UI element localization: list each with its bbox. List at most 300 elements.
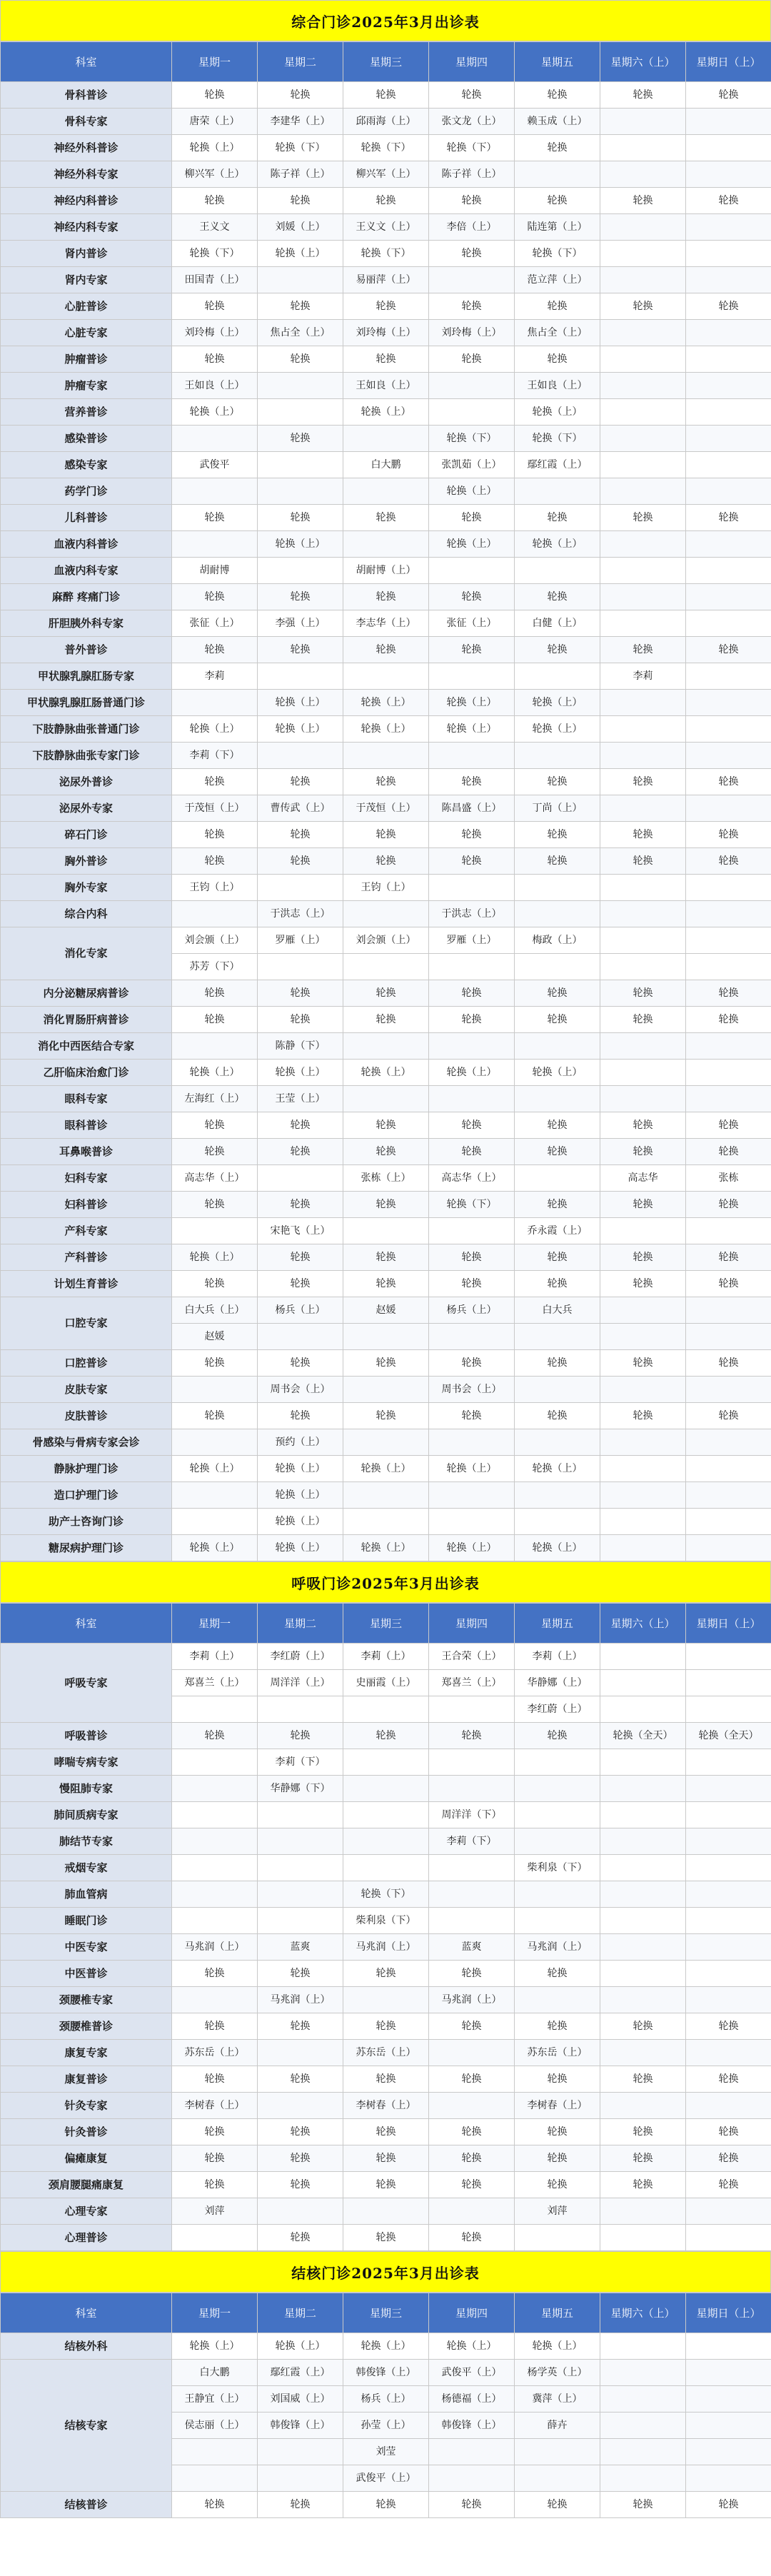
schedule-cell: 白大兵 [515,1297,600,1324]
dept-label: 呼吸专家 [1,1644,172,1723]
schedule-cell [343,1324,429,1350]
table-row [1,1271,771,1297]
schedule-cell [686,1749,771,1776]
schedule-cell: 冀萍（上） [515,2386,600,2413]
schedule-cell [600,346,686,373]
schedule-cell: 轮换 [172,82,258,109]
table-row [1,2093,771,2119]
dept-label: 眼科普诊 [1,1112,172,1139]
schedule-cell: 柳兴军（上） [343,161,429,188]
schedule-cell: 李莉 [172,663,258,690]
dept-label: 康复普诊 [1,2066,172,2093]
schedule-cell [600,1509,686,1535]
schedule-cell [686,426,771,452]
schedule-cell: 轮换 [258,769,343,795]
schedule-cell: 轮换 [172,1007,258,1033]
schedule-cell [172,1776,258,1802]
schedule-cell: 轮换 [172,584,258,610]
schedule-cell: 轮换（上） [515,1456,600,1482]
schedule-cell [515,2465,600,2492]
schedule-cell [258,1828,343,1855]
dept-label: 营养普诊 [1,399,172,426]
schedule-cell [686,373,771,399]
schedule-cell: 李树春（上） [515,2093,600,2119]
schedule-cell: 轮换 [172,293,258,320]
schedule-cell: 轮换 [343,2145,429,2172]
schedule-cell: 武俊平（上） [429,2360,515,2386]
schedule-cell: 轮换 [343,769,429,795]
table-row [1,214,771,241]
schedule-cell: 轮换 [600,2172,686,2198]
dept-label: 颈肩腰腿痛康复 [1,2172,172,2198]
schedule-section [0,2251,771,2518]
schedule-cell [686,161,771,188]
schedule-cell: 轮换（全天） [686,1723,771,1749]
schedule-cell: 轮换 [258,82,343,109]
header-row [1,42,771,82]
schedule-cell [686,267,771,293]
schedule-cell: 轮换 [686,2119,771,2145]
schedule-cell: 轮换 [429,2066,515,2093]
schedule-cell [172,1429,258,1456]
schedule-cell [686,2386,771,2413]
schedule-cell: 轮换 [686,1192,771,1218]
dept-label: 胸外普诊 [1,848,172,875]
schedule-cell: 孙莹（上） [343,2413,429,2439]
schedule-cell: 轮换（上） [258,690,343,716]
schedule-cell: 轮换 [258,822,343,848]
schedule-cell: 轮换（上） [343,1456,429,1482]
schedule-cell: 陈子祥（上） [258,161,343,188]
schedule-cell: 刘玲梅（上） [172,320,258,346]
header-row [1,2293,771,2333]
schedule-cell: 轮换 [686,2066,771,2093]
schedule-cell [686,109,771,135]
table-row [1,188,771,214]
dept-label: 消化中西医结合专家 [1,1033,172,1060]
schedule-cell [515,2225,600,2251]
schedule-cell: 胡耐博 [172,558,258,584]
schedule-cell: 王钧（上） [343,875,429,901]
schedule-cell [258,1802,343,1828]
header-day: 星期二 [258,42,343,82]
schedule-cell [515,1776,600,1802]
schedule-cell: 轮换（上） [172,1456,258,1482]
schedule-cell: 华静娜（上） [515,1670,600,1696]
schedule-cell [172,2225,258,2251]
schedule-cell: 高志华 [600,1165,686,1192]
schedule-cell [600,2333,686,2360]
schedule-cell: 轮换 [429,1244,515,1271]
schedule-cell: 陆连第（上） [515,214,600,241]
dept-label: 肺结节专家 [1,1828,172,1855]
schedule-cell [686,1535,771,1561]
schedule-cell [258,1696,343,1723]
header-day: 星期五 [515,2293,600,2333]
dept-label: 骨科专家 [1,109,172,135]
schedule-cell: 轮换 [600,1403,686,1429]
schedule-cell: 轮换 [172,2492,258,2518]
schedule-cell [600,954,686,980]
schedule-cell: 轮换 [600,822,686,848]
table-row [1,1482,771,1509]
schedule-cell [515,1429,600,1456]
schedule-cell [600,426,686,452]
schedule-cell [600,1670,686,1696]
schedule-cell [600,2465,686,2492]
table-row [1,1112,771,1139]
schedule-cell [600,241,686,267]
schedule-cell: 轮换（上） [515,690,600,716]
schedule-cell: 高志华（上） [172,1165,258,1192]
table-row [1,584,771,610]
header-day: 星期一 [172,2293,258,2333]
schedule-cell: 易丽萍（上） [343,267,429,293]
schedule-cell: 乔永霞（上） [515,1218,600,1244]
schedule-cell [686,1644,771,1670]
schedule-cell: 轮换 [600,2145,686,2172]
schedule-cell: 轮换 [343,1112,429,1139]
header-day: 星期三 [343,42,429,82]
schedule-cell [172,2439,258,2465]
schedule-cell [686,452,771,478]
schedule-cell: 轮换 [258,2492,343,2518]
schedule-cell: 轮换 [429,980,515,1007]
schedule-cell: 武俊平 [172,452,258,478]
dept-label: 哮喘专病专家 [1,1749,172,1776]
schedule-cell [343,901,429,927]
schedule-cell: 轮换 [258,2145,343,2172]
schedule-cell [172,1482,258,1509]
schedule-cell [258,1324,343,1350]
schedule-cell [686,135,771,161]
schedule-cell: 轮换 [600,1139,686,1165]
schedule-cell [429,1881,515,1908]
schedule-cell: 轮换 [515,2492,600,2518]
schedule-cell [686,584,771,610]
dept-label: 慢阻肺专家 [1,1776,172,1802]
dept-label: 心理专家 [1,2198,172,2225]
schedule-cell: 轮换 [343,848,429,875]
schedule-cell: 周洋洋（上） [258,1670,343,1696]
schedule-cell: 轮换（上） [429,690,515,716]
schedule-cell [686,1987,771,2013]
schedule-cell [343,1696,429,1723]
schedule-cell: 李莉（上） [515,1644,600,1670]
schedule-cell: 轮换 [258,1723,343,1749]
schedule-cell [600,2093,686,2119]
table-row [1,293,771,320]
schedule-cell [172,1033,258,1060]
schedule-cell [600,2413,686,2439]
dept-label: 消化专家 [1,927,172,980]
schedule-cell [515,954,600,980]
schedule-cell: 轮换（上） [429,1456,515,1482]
schedule-cell: 轮换 [429,188,515,214]
schedule-cell: 轮换（下） [258,135,343,161]
schedule-cell: 轮换 [686,1403,771,1429]
schedule-cell: 轮换 [515,188,600,214]
schedule-cell [600,1802,686,1828]
schedule-cell: 轮换（上） [343,399,429,426]
schedule-cell: 轮换 [343,2172,429,2198]
schedule-cell [515,1509,600,1535]
header-dept: 科室 [1,42,172,82]
table-row [1,531,771,558]
schedule-cell: 轮换 [515,2119,600,2145]
schedule-cell: 唐荣（上） [172,109,258,135]
dept-label: 口腔专家 [1,1297,172,1350]
schedule-cell [258,1908,343,1934]
schedule-cell: 轮换（上） [343,690,429,716]
table-row [1,161,771,188]
table-row [1,716,771,743]
schedule-cell: 轮换 [258,2013,343,2040]
schedule-cell: 王义文（上） [343,214,429,241]
schedule-cell: 轮换 [515,980,600,1007]
table-row [1,663,771,690]
schedule-cell: 轮换（上） [258,1060,343,1086]
schedule-cell: 薛卉 [515,2413,600,2439]
schedule-cell: 轮换（上） [429,531,515,558]
schedule-cell: 轮换（上） [429,478,515,505]
schedule-cell [686,1456,771,1482]
table-row [1,1244,771,1271]
schedule-cell [686,2333,771,2360]
dept-label: 结核外科 [1,2333,172,2360]
schedule-cell: 轮换 [258,980,343,1007]
schedule-cell: 轮换 [686,2013,771,2040]
schedule-cell [172,1828,258,1855]
schedule-cell: 轮换 [600,505,686,531]
schedule-cell [686,2413,771,2439]
header-day: 星期四 [429,42,515,82]
schedule-cell [515,1987,600,2013]
schedule-cell [686,1776,771,1802]
schedule-cell [686,1855,771,1881]
schedule-cell: 李莉（下） [172,743,258,769]
schedule-cell: 轮换 [172,1112,258,1139]
schedule-cell [515,1086,600,1112]
dept-label: 针灸专家 [1,2093,172,2119]
header-day: 星期一 [172,42,258,82]
schedule-cell: 轮换 [258,637,343,663]
schedule-cell: 赖玉成（上） [515,109,600,135]
schedule-cell [600,478,686,505]
schedule-cell [686,901,771,927]
schedule-cell [686,716,771,743]
dept-label: 产科专家 [1,1218,172,1244]
schedule-cell [343,478,429,505]
table-row [1,1403,771,1429]
dept-label: 肝胆胰外科专家 [1,610,172,637]
dept-label: 颈腰椎普诊 [1,2013,172,2040]
dept-label: 肿瘤专家 [1,373,172,399]
schedule-cell: 轮换 [172,1271,258,1297]
schedule-cell [600,875,686,901]
schedule-cell [343,1429,429,1456]
table-row [1,1033,771,1060]
schedule-cell: 轮换 [600,188,686,214]
schedule-cell: 轮换 [172,2013,258,2040]
schedule-cell [686,690,771,716]
schedule-cell [686,346,771,373]
table-row [1,478,771,505]
dept-label: 药学门诊 [1,478,172,505]
schedule-cell: 鄢红霞（上） [258,2360,343,2386]
schedule-cell [172,426,258,452]
dept-label: 心脏普诊 [1,293,172,320]
table-row [1,927,771,954]
schedule-cell [600,1961,686,1987]
schedule-cell [600,452,686,478]
section-title: 综合门诊2025年3月出诊表 [0,0,771,41]
dept-label: 下肢静脉曲张专家门诊 [1,743,172,769]
schedule-cell: 轮换 [343,1244,429,1271]
header-day: 星期日（上） [686,2293,771,2333]
schedule-cell: 轮换（上） [515,399,600,426]
table-row [1,1776,771,1802]
schedule-cell: 杨兵（上） [343,2386,429,2413]
dept-label: 甲状腺乳腺肛肠专家 [1,663,172,690]
schedule-cell [686,875,771,901]
schedule-cell: 轮换 [343,980,429,1007]
schedule-cell [600,135,686,161]
schedule-cell [686,531,771,558]
table-row [1,1961,771,1987]
schedule-cell: 轮换 [343,1007,429,1033]
table-row [1,1535,771,1561]
dept-label: 计划生育普诊 [1,1271,172,1297]
schedule-cell [172,1218,258,1244]
header-day: 星期六（上） [600,2293,686,2333]
schedule-cell: 轮换 [515,769,600,795]
table-row [1,1297,771,1324]
schedule-cell: 轮换 [429,1112,515,1139]
schedule-cell: 轮换（下） [343,1881,429,1908]
schedule-cell: 轮换（上） [343,2333,429,2360]
schedule-cell [686,2093,771,2119]
schedule-cell [686,320,771,346]
table-row [1,426,771,452]
schedule-cell: 张栋（上） [343,1165,429,1192]
schedule-cell: 轮换 [343,2492,429,2518]
schedule-cell: 轮换 [343,822,429,848]
schedule-cell [686,927,771,954]
schedule-cell: 轮换 [258,848,343,875]
table-row [1,399,771,426]
schedule-cell: 轮换 [343,82,429,109]
schedule-cell [600,584,686,610]
table-row [1,241,771,267]
schedule-cell: 王义文 [172,214,258,241]
dept-label: 血液内科专家 [1,558,172,584]
schedule-cell [258,1881,343,1908]
schedule-cell: 周书会（上） [429,1377,515,1403]
schedule-cell: 轮换 [515,1139,600,1165]
schedule-cell [429,1776,515,1802]
schedule-cell: 轮换 [686,980,771,1007]
schedule-cell: 赵媛 [343,1297,429,1324]
table-row [1,1749,771,1776]
schedule-cell: 轮换 [600,637,686,663]
schedule-cell: 轮换 [172,2066,258,2093]
schedule-cell [258,267,343,293]
schedule-cell: 轮换 [515,1961,600,1987]
table-row [1,1723,771,1749]
schedule-cell [600,1987,686,2013]
schedule-cell [429,743,515,769]
schedule-cell [600,1086,686,1112]
dept-label: 神经外科普诊 [1,135,172,161]
schedule-cell [429,1324,515,1350]
schedule-cell [600,690,686,716]
schedule-cell: 李莉（下） [258,1749,343,1776]
schedule-cell [343,2198,429,2225]
dept-label: 神经内科普诊 [1,188,172,214]
schedule-cell: 邱雨海（上） [343,109,429,135]
schedule-cell [600,2040,686,2066]
schedule-cell [686,1802,771,1828]
schedule-cell: 李莉 [600,663,686,690]
schedule-cell [600,2225,686,2251]
table-row [1,2119,771,2145]
schedule-cell [172,1987,258,2013]
schedule-cell: 轮换 [258,2172,343,2198]
schedule-cell [343,1987,429,2013]
schedule-cell: 轮换 [172,1139,258,1165]
schedule-cell: 王如良（上） [172,373,258,399]
schedule-cell [600,610,686,637]
schedule-cell: 李莉（上） [172,1644,258,1670]
schedule-cell [600,1324,686,1350]
schedule-cell: 王静宜（上） [172,2386,258,2413]
schedule-cell: 轮换 [429,2119,515,2145]
table-row [1,373,771,399]
schedule-cell: 白大鹏 [343,452,429,478]
schedule-cell [686,2225,771,2251]
schedule-cell: 轮换（上） [172,2333,258,2360]
schedule-cell [258,478,343,505]
schedule-cell [429,1218,515,1244]
schedule-cell: 刘会颁（上） [172,927,258,954]
table-row [1,848,771,875]
header-day: 星期六（上） [600,42,686,82]
dept-label: 儿科普诊 [1,505,172,531]
schedule-cell: 王如良（上） [515,373,600,399]
schedule-cell: 白健（上） [515,610,600,637]
schedule-cell [686,610,771,637]
schedule-cell [429,1086,515,1112]
schedule-cell: 侯志丽（上） [172,2413,258,2439]
schedule-cell [515,161,600,188]
schedule-cell: 轮换 [258,2066,343,2093]
schedule-cell: 轮换（上） [429,2333,515,2360]
schedule-cell: 轮换 [258,1192,343,1218]
schedule-cell [686,1482,771,1509]
schedule-cell: 轮换 [429,1271,515,1297]
table-row [1,267,771,293]
schedule-cell: 杨学英（上） [515,2360,600,2386]
table-row [1,1934,771,1961]
schedule-cell [429,267,515,293]
schedule-cell: 轮换 [343,1403,429,1429]
schedule-cell: 轮换 [429,584,515,610]
schedule-cell [600,1908,686,1934]
schedule-cell: 鄢红霞（上） [515,452,600,478]
schedule-cell: 预约（上） [258,1429,343,1456]
schedule-cell: 马兆润（上） [258,1987,343,2013]
